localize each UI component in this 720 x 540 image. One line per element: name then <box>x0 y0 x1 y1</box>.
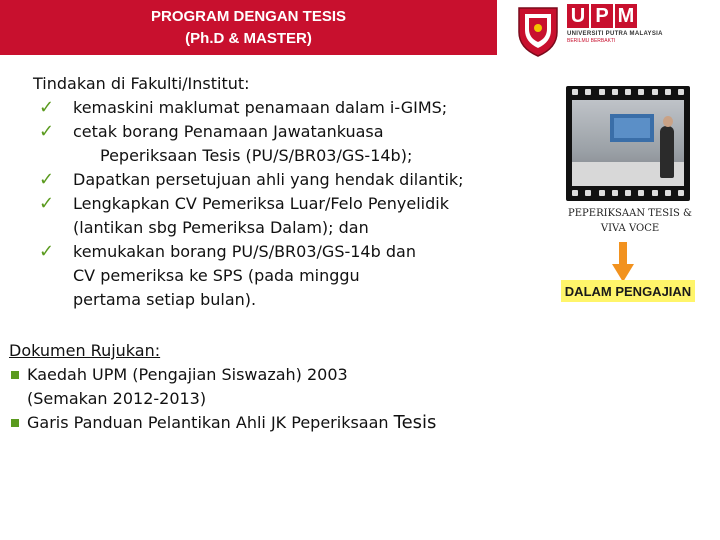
viva-presentation-photo <box>572 100 684 186</box>
list-item <box>33 192 553 240</box>
checkmark-icon: ✓ <box>39 97 55 118</box>
upm-logo <box>515 2 715 60</box>
list-item <box>33 96 553 120</box>
list-item-text: Dapatkan persetujuan ahli yang hendak dilantik; <box>73 170 464 189</box>
reference-item <box>9 363 529 387</box>
list-item-continuation: CV pemeriksa ke SPS (pada minggu <box>73 266 360 285</box>
photo-caption <box>560 206 700 236</box>
crest-icon <box>515 2 561 58</box>
film-strip-photo <box>566 86 690 201</box>
action-intro: Tindakan di Fakulti/Institut: <box>33 74 250 93</box>
projection-screen <box>610 114 654 142</box>
caption-line-2: VIVA VOCE <box>600 223 660 234</box>
square-bullet-icon <box>11 371 19 379</box>
logo-subtitle: UNIVERSITI PUTRA MALAYSIA <box>567 31 663 37</box>
square-bullet-icon <box>11 419 19 427</box>
checkmark-icon: ✓ <box>39 193 55 214</box>
reference-continuation: (Semakan 2012-2013) <box>27 389 207 408</box>
reference-item <box>9 411 529 435</box>
title-line-1: PROGRAM DENGAN TESIS <box>150 7 346 25</box>
logo-letter: M <box>615 4 637 28</box>
action-list-section <box>33 72 553 312</box>
presenter-figure <box>660 126 674 178</box>
list-item-continuation: Peperiksaan Tesis (PU/S/BR03/GS-14b); <box>100 146 413 165</box>
list-item-continuation: (lantikan sbg Pemeriksa Dalam); dan <box>73 218 369 237</box>
presenter-head <box>663 116 673 127</box>
checkmark-icon: ✓ <box>39 121 55 142</box>
list-item-text: cetak borang Penamaan Jawatankuasa <box>73 122 384 141</box>
status-label: DALAM PENGAJIAN <box>561 280 695 302</box>
logo-letter: P <box>591 4 613 28</box>
film-perforations-top <box>572 89 684 97</box>
reference-text: Garis Panduan Pelantikan Ahli JK Peperiksaan <box>27 413 394 432</box>
reference-text: Kaedah UPM (Pengajian Siswazah) 2003 <box>27 365 348 384</box>
list-item <box>33 168 553 192</box>
logo-letter: U <box>567 4 589 28</box>
film-perforations-bottom <box>572 190 684 198</box>
action-list <box>33 96 553 312</box>
list-item-text: Lengkapkan CV Pemeriksa Luar/Felo Penyelidik <box>73 194 449 213</box>
title-line-2: (Ph.D & MASTER) <box>185 29 312 47</box>
list-item-text: kemukakan borang PU/S/BR03/GS-14b dan <box>73 242 416 261</box>
logo-tagline: BERILMU BERBAKTI <box>567 38 616 44</box>
title-banner <box>0 0 497 55</box>
list-item <box>33 240 553 312</box>
upm-wordmark <box>567 4 677 54</box>
down-arrow-icon <box>612 242 634 282</box>
checkmark-icon: ✓ <box>39 169 55 190</box>
list-item-text: kemaskini maklumat penamaan dalam i-GIMS; <box>73 98 448 117</box>
checkmark-icon: ✓ <box>39 241 55 262</box>
caption-line-1: PEPERIKSAAN TESIS & <box>568 208 692 219</box>
references-title: Dokumen Rujukan: <box>9 341 161 360</box>
reference-text-emphasis: Tesis <box>393 412 437 433</box>
list-item <box>33 120 553 168</box>
list-item-continuation: pertama setiap bulan). <box>73 290 257 309</box>
references-section <box>9 339 529 435</box>
